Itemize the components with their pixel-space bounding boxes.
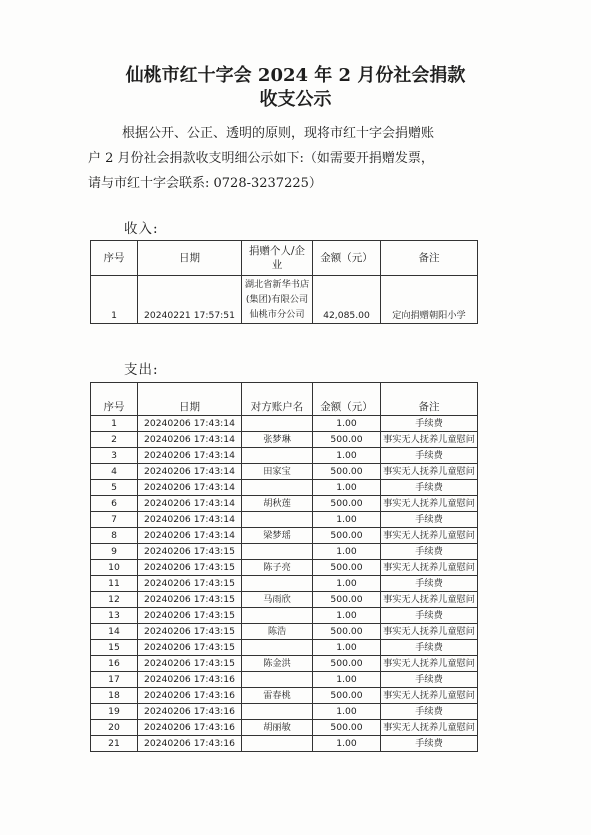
expense-amount: 500.00 [313, 624, 381, 640]
expense-no: 10 [91, 560, 138, 576]
expense-name [242, 512, 313, 528]
expense-name: 张梦琳 [242, 432, 313, 448]
income-header-cell: 备注 [381, 241, 478, 276]
expense-date: 20240206 17:43:14 [138, 480, 242, 496]
expense-amount: 1.00 [313, 672, 381, 688]
income-note: 定向捐赠朝阳小学 [381, 276, 478, 324]
expense-date: 20240206 17:43:16 [138, 720, 242, 736]
expense-amount: 500.00 [313, 592, 381, 608]
expense-no: 11 [91, 576, 138, 592]
expense-date: 20240206 17:43:15 [138, 640, 242, 656]
expense-name [242, 416, 313, 432]
expense-no: 19 [91, 704, 138, 720]
expense-date: 20240206 17:43:15 [138, 608, 242, 624]
expense-header-cell: 备注 [381, 383, 478, 416]
expense-row [91, 720, 478, 736]
expense-no: 2 [91, 432, 138, 448]
expense-no: 6 [91, 496, 138, 512]
expense-header-cell: 日期 [138, 383, 242, 416]
expense-date: 20240206 17:43:15 [138, 624, 242, 640]
expense-no: 9 [91, 544, 138, 560]
expense-name [242, 704, 313, 720]
expense-date: 20240206 17:43:14 [138, 416, 242, 432]
expense-name [242, 544, 313, 560]
expense-name: 雷春桃 [242, 688, 313, 704]
expense-note: 事实无人抚养儿童慰问 [381, 688, 478, 704]
expense-name [242, 608, 313, 624]
income-date: 20240221 17:57:51 [138, 276, 242, 324]
expense-name: 田家宝 [242, 464, 313, 480]
expense-note: 事实无人抚养儿童慰问 [381, 656, 478, 672]
document-title-line2: 收支公示 [259, 89, 332, 110]
expense-row [91, 576, 478, 592]
income-header-cell: 序号 [91, 241, 138, 276]
expense-name [242, 640, 313, 656]
expense-no: 15 [91, 640, 138, 656]
expense-amount: 1.00 [313, 608, 381, 624]
expense-name [242, 480, 313, 496]
expense-amount: 500.00 [313, 464, 381, 480]
expense-date: 20240206 17:43:15 [138, 576, 242, 592]
expense-date: 20240206 17:43:16 [138, 704, 242, 720]
expense-name [242, 576, 313, 592]
expense-amount: 1.00 [313, 704, 381, 720]
expense-date: 20240206 17:43:14 [138, 448, 242, 464]
expense-no: 14 [91, 624, 138, 640]
expense-note: 手续费 [381, 704, 478, 720]
expense-amount: 1.00 [313, 480, 381, 496]
income-header-row [91, 241, 478, 276]
expense-row [91, 528, 478, 544]
expense-note: 手续费 [381, 448, 478, 464]
income-table [90, 240, 478, 324]
expense-note: 手续费 [381, 544, 478, 560]
income-row [91, 276, 478, 324]
expense-amount: 500.00 [313, 432, 381, 448]
expense-note: 事实无人抚养儿童慰问 [381, 592, 478, 608]
expense-amount: 500.00 [313, 720, 381, 736]
expense-name: 陈浩 [242, 624, 313, 640]
expense-date: 20240206 17:43:14 [138, 528, 242, 544]
income-header-cell: 金额（元） [313, 241, 381, 276]
expense-name: 陈金洪 [242, 656, 313, 672]
expense-no: 17 [91, 672, 138, 688]
expense-table [90, 382, 478, 752]
expense-amount: 500.00 [313, 496, 381, 512]
expense-no: 3 [91, 448, 138, 464]
expense-row [91, 592, 478, 608]
expense-no: 12 [91, 592, 138, 608]
expense-note: 事实无人抚养儿童慰问 [381, 464, 478, 480]
expense-section-label: 支出: [124, 362, 159, 378]
expense-name: 胡秋莲 [242, 496, 313, 512]
expense-no: 1 [91, 416, 138, 432]
expense-name [242, 672, 313, 688]
expense-date: 20240206 17:43:15 [138, 656, 242, 672]
expense-note: 手续费 [381, 672, 478, 688]
expense-date: 20240206 17:43:16 [138, 688, 242, 704]
expense-no: 13 [91, 608, 138, 624]
expense-amount: 1.00 [313, 576, 381, 592]
intro-line: 根据公开、公正、透明的原则，现将市红十字会捐赠账 [122, 126, 435, 141]
intro-line: 请与市红十字会联系: 0728-3237225） [88, 176, 322, 191]
expense-name: 马雨欣 [242, 592, 313, 608]
expense-date: 20240206 17:43:14 [138, 464, 242, 480]
expense-table-body [91, 416, 478, 752]
expense-row [91, 704, 478, 720]
expense-row [91, 496, 478, 512]
expense-amount: 500.00 [313, 688, 381, 704]
income-no: 1 [91, 276, 138, 324]
expense-no: 8 [91, 528, 138, 544]
scan-speck [23, 590, 28, 595]
expense-row [91, 672, 478, 688]
expense-date: 20240206 17:43:15 [138, 592, 242, 608]
expense-row [91, 608, 478, 624]
expense-amount: 500.00 [313, 560, 381, 576]
expense-amount: 1.00 [313, 448, 381, 464]
expense-note: 事实无人抚养儿童慰问 [381, 720, 478, 736]
income-amount: 42,085.00 [313, 276, 381, 324]
expense-note: 事实无人抚养儿童慰问 [381, 528, 478, 544]
expense-row [91, 480, 478, 496]
expense-no: 21 [91, 736, 138, 752]
expense-amount: 1.00 [313, 512, 381, 528]
expense-date: 20240206 17:43:14 [138, 496, 242, 512]
expense-row [91, 736, 478, 752]
expense-date: 20240206 17:43:14 [138, 512, 242, 528]
expense-row [91, 464, 478, 480]
expense-note: 手续费 [381, 576, 478, 592]
expense-no: 4 [91, 464, 138, 480]
expense-date: 20240206 17:43:15 [138, 544, 242, 560]
expense-name: 胡丽敏 [242, 720, 313, 736]
expense-note: 手续费 [381, 736, 478, 752]
expense-date: 20240206 17:43:16 [138, 672, 242, 688]
expense-note: 手续费 [381, 480, 478, 496]
intro-line: 户 2 月份社会捐款收支明细公示如下:（如需要开捐赠发票， [88, 151, 434, 166]
expense-row [91, 624, 478, 640]
expense-row [91, 560, 478, 576]
expense-date: 20240206 17:43:15 [138, 560, 242, 576]
expense-name: 陈子亮 [242, 560, 313, 576]
expense-row [91, 544, 478, 560]
expense-no: 7 [91, 512, 138, 528]
expense-note: 事实无人抚养儿童慰问 [381, 496, 478, 512]
income-section-label: 收入: [124, 221, 159, 237]
expense-no: 18 [91, 688, 138, 704]
expense-note: 事实无人抚养儿童慰问 [381, 432, 478, 448]
document-title-line1: 仙桃市红十字会 2024 年 2 月份社会捐款 [125, 65, 466, 86]
expense-no: 16 [91, 656, 138, 672]
expense-row [91, 432, 478, 448]
expense-note: 手续费 [381, 640, 478, 656]
expense-amount: 500.00 [313, 528, 381, 544]
income-header-cell: 日期 [138, 241, 242, 276]
expense-note: 手续费 [381, 416, 478, 432]
expense-row [91, 640, 478, 656]
expense-note: 手续费 [381, 608, 478, 624]
expense-name [242, 448, 313, 464]
expense-name: 梁梦瑶 [242, 528, 313, 544]
expense-no: 5 [91, 480, 138, 496]
income-donor: 湖北省新华书店(集团)有限公司仙桃市分公司 [242, 276, 313, 324]
expense-row [91, 512, 478, 528]
expense-date: 20240206 17:43:16 [138, 736, 242, 752]
expense-row [91, 448, 478, 464]
expense-amount: 1.00 [313, 736, 381, 752]
expense-amount: 1.00 [313, 544, 381, 560]
expense-no: 20 [91, 720, 138, 736]
expense-date: 20240206 17:43:14 [138, 432, 242, 448]
expense-name [242, 736, 313, 752]
expense-amount: 1.00 [313, 416, 381, 432]
intro-paragraph [88, 121, 528, 196]
expense-row [91, 656, 478, 672]
expense-header-row [91, 383, 478, 416]
expense-amount: 1.00 [313, 640, 381, 656]
expense-note: 手续费 [381, 512, 478, 528]
expense-header-cell: 对方账户名 [242, 383, 313, 416]
expense-header-cell: 序号 [91, 383, 138, 416]
expense-row [91, 688, 478, 704]
expense-note: 事实无人抚养儿童慰问 [381, 624, 478, 640]
expense-header-cell: 金额（元） [313, 383, 381, 416]
income-header-cell: 捐赠个人/企业 [242, 241, 313, 276]
expense-row [91, 416, 478, 432]
expense-note: 事实无人抚养儿童慰问 [381, 560, 478, 576]
expense-amount: 500.00 [313, 656, 381, 672]
